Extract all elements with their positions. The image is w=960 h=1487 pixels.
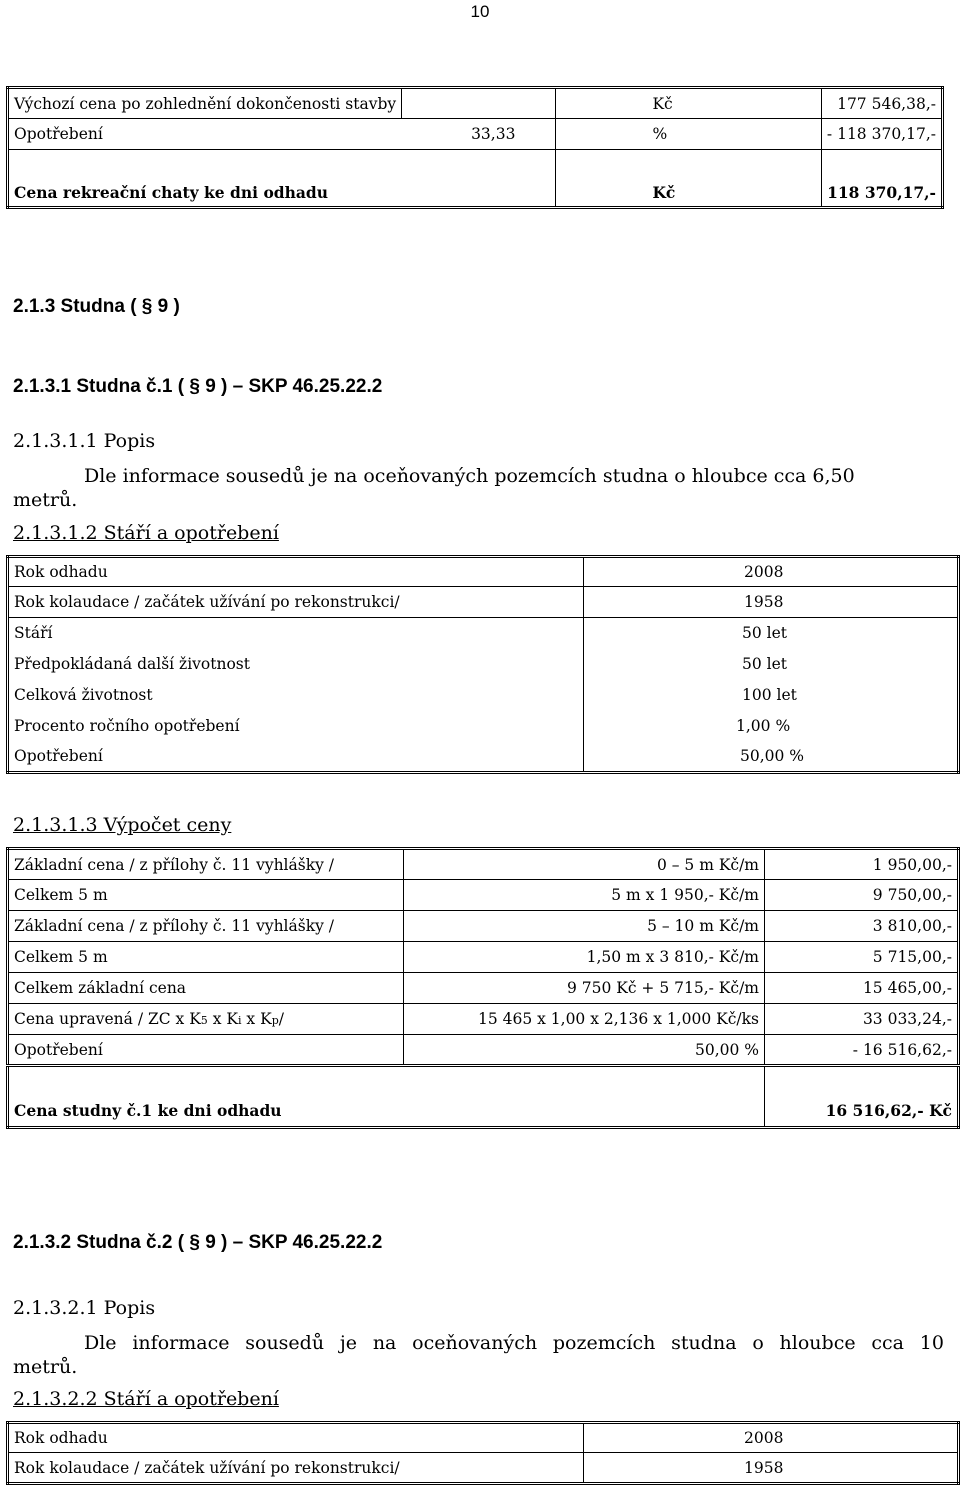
row-mid: 9 750 Kč + 5 715,- Kč/m bbox=[404, 973, 765, 1004]
heading-2-1-3-1-1: 2.1.3.1.1 Popis bbox=[13, 430, 156, 452]
row-value: 118 370,17,- bbox=[821, 150, 942, 208]
row-value: 1958 bbox=[584, 587, 959, 618]
table-row bbox=[8, 587, 959, 618]
table-row bbox=[8, 711, 959, 742]
row-label: Opotřebení bbox=[8, 1035, 404, 1066]
table-row bbox=[8, 1453, 959, 1484]
row-mid: 5 m x 1 950,- Kč/m bbox=[404, 880, 765, 911]
row-mid bbox=[402, 88, 556, 119]
table-row bbox=[8, 942, 959, 973]
table-row bbox=[8, 1066, 959, 1128]
row-label: Procento ročního opotřebení bbox=[8, 711, 584, 742]
row-label: Opotřebení bbox=[8, 119, 402, 150]
row-value: 50 let bbox=[584, 618, 959, 649]
table-row bbox=[8, 618, 959, 649]
row-label: Cena rekreační chaty ke dni odhadu bbox=[8, 150, 556, 208]
row-mid: 1,50 m x 3 810,- Kč/m bbox=[404, 942, 765, 973]
row-value: 3 810,00,- bbox=[765, 911, 959, 942]
age-table-2 bbox=[6, 1421, 960, 1485]
row-unit: Kč bbox=[556, 88, 821, 119]
row-label: Celkem 5 m bbox=[8, 880, 404, 911]
row-label: Rok odhadu bbox=[8, 557, 584, 587]
label-subscript: p bbox=[271, 1014, 279, 1027]
row-value: 2008 bbox=[584, 1423, 959, 1453]
popis1-line1: Dle informace sousedů je na oceňovaných pozemcích studna o hloubce cca 6,50 bbox=[84, 465, 855, 487]
row-label: Celková životnost bbox=[8, 680, 584, 711]
row-value: 1958 bbox=[584, 1453, 959, 1484]
row-mid: 5 – 10 m Kč/m bbox=[404, 911, 765, 942]
table-row bbox=[8, 557, 959, 587]
table-row bbox=[8, 880, 959, 911]
page-number: 10 bbox=[470, 2, 490, 21]
table-row bbox=[8, 1035, 959, 1066]
popis1-line2: metrů. bbox=[13, 489, 78, 511]
row-value: 5 715,00,- bbox=[765, 942, 959, 973]
price-label: Cena studny č.1 ke dni odhadu bbox=[8, 1066, 765, 1128]
row-value: 9 750,00,- bbox=[765, 880, 959, 911]
label-subscript: i bbox=[237, 1014, 242, 1027]
heading-2-1-3-1: 2.1.3.1 Studna č.1 ( § 9 ) – SKP 46.25.22.2 bbox=[13, 376, 383, 397]
table-row bbox=[8, 742, 959, 773]
row-label: Opotřebení bbox=[8, 742, 584, 773]
row-label: Předpokládaná další životnost bbox=[8, 649, 584, 680]
row-label: Výchozí cena po zohlednění dokončenosti stavby bbox=[8, 88, 402, 119]
row-value: 100 let bbox=[584, 680, 959, 711]
calc-table bbox=[6, 847, 960, 1129]
table-row bbox=[8, 680, 959, 711]
row-mid: 15 465 x 1,00 x 2,136 x 1,000 Kč/ks bbox=[404, 1004, 765, 1035]
heading-2-1-3: 2.1.3 Studna ( § 9 ) bbox=[13, 296, 180, 317]
row-mid: 33,33 bbox=[402, 119, 556, 150]
popis2-line1: Dle informace sousedů je na oceňovaných pozemcích studna o hloubce cca 10 bbox=[84, 1332, 944, 1354]
row-label: Rok kolaudace / začátek užívání po rekonstrukci/ bbox=[8, 587, 584, 618]
price-value: 16 516,62,- Kč bbox=[765, 1066, 959, 1128]
table-row bbox=[8, 1423, 959, 1453]
row-label: Rok odhadu bbox=[8, 1423, 584, 1453]
row-value: 33 033,24,- bbox=[765, 1004, 959, 1035]
label-part: / bbox=[278, 1010, 284, 1028]
table-row bbox=[8, 849, 959, 880]
row-value: 2008 bbox=[584, 557, 959, 587]
table-row bbox=[8, 649, 959, 680]
row-value: 177 546,38,- bbox=[821, 88, 942, 119]
heading-2-1-3-2: 2.1.3.2 Studna č.2 ( § 9 ) – SKP 46.25.22.2 bbox=[13, 1232, 383, 1253]
row-mid: 0 – 5 m Kč/m bbox=[404, 849, 765, 880]
row-value: 15 465,00,- bbox=[765, 973, 959, 1004]
row-value: 50,00 % bbox=[584, 742, 959, 773]
label-subscript: 5 bbox=[200, 1014, 208, 1027]
heading-2-1-3-1-3: 2.1.3.1.3 Výpočet ceny bbox=[13, 814, 232, 836]
chata-summary-table bbox=[6, 86, 944, 209]
row-value: 1,00 % bbox=[584, 711, 959, 742]
row-label: Základní cena / z přílohy č. 11 vyhlášky / bbox=[8, 911, 404, 942]
row-value: - 118 370,17,- bbox=[821, 119, 942, 150]
table-row bbox=[8, 150, 943, 208]
label-part: Cena upravená / ZC x K bbox=[14, 1010, 201, 1028]
age-table-1 bbox=[6, 555, 960, 774]
row-mid: 50,00 % bbox=[404, 1035, 765, 1066]
table-row bbox=[8, 119, 943, 150]
row-value: - 16 516,62,- bbox=[765, 1035, 959, 1066]
label-part: x K bbox=[241, 1010, 272, 1028]
row-label: Rok kolaudace / začátek užívání po rekonstrukci/ bbox=[8, 1453, 584, 1484]
row-value: 50 let bbox=[584, 649, 959, 680]
row-label: Celkem 5 m bbox=[8, 942, 404, 973]
label-part: x K bbox=[207, 1010, 238, 1028]
row-label: Stáří bbox=[8, 618, 584, 649]
heading-2-1-3-1-2: 2.1.3.1.2 Stáří a opotřebení bbox=[13, 522, 279, 544]
row-label bbox=[8, 1004, 404, 1035]
row-label: Základní cena / z přílohy č. 11 vyhlášky / bbox=[8, 849, 404, 880]
row-unit: Kč bbox=[556, 150, 821, 208]
table-row bbox=[8, 88, 943, 119]
row-unit: % bbox=[556, 119, 821, 150]
heading-2-1-3-2-1: 2.1.3.2.1 Popis bbox=[13, 1297, 156, 1319]
row-label: Celkem základní cena bbox=[8, 973, 404, 1004]
table-row bbox=[8, 1004, 959, 1035]
row-value: 1 950,00,- bbox=[765, 849, 959, 880]
table-row bbox=[8, 911, 959, 942]
table-row bbox=[8, 973, 959, 1004]
popis2-line2: metrů. bbox=[13, 1356, 78, 1378]
heading-2-1-3-2-2: 2.1.3.2.2 Stáří a opotřebení bbox=[13, 1388, 279, 1410]
